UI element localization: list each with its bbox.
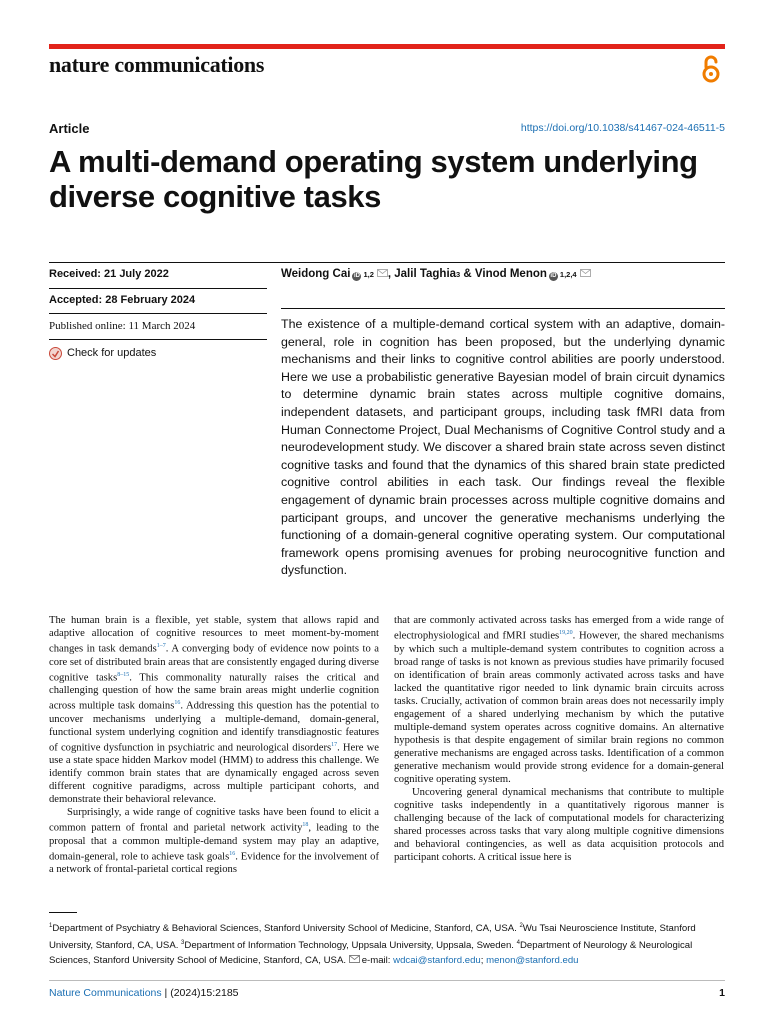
affiliation-text: Department of Information Technology, Uppsala University, Uppsala, Sweden. — [184, 940, 517, 952]
article-title: A multi-demand operating system underlying diverse cognitive tasks — [49, 144, 698, 214]
footer-divider — [49, 980, 725, 981]
email-icon — [349, 955, 360, 963]
body-text: , leading to the proposal that a common multiple-demand system may play an adaptive, domain-general, role to achieve task goals — [49, 822, 379, 863]
reference-link[interactable]: 17 — [331, 741, 338, 748]
abstract: The existence of a multiple-demand cortical system with an adaptive, domain-general, role in cognition has been proposed, but the underlying dynamic mechanisms and their links to cognitive control abilities are poorly understood. Here we use a probabilistic generative Bayesian model of brain circuit dynamics to determine dynamic brain states across multiple cognitive domains, independent datasets, and participant groups, including task fMRI data from Human Connectome Project, Dual Mechanisms of Cognitive Control study and a neurodevelopment study. We discover a shared brain state across seven distinct cognitive tasks and found that the dynamics of this shared brain state predicted cognitive control abilities in each task. Our findings reveal the flexible engagement of dynamic brain processes across multiple cognitive domains and participant groups, and uncover the generative mechanisms underlying the functioning of a domain-general cognitive operating system. Our computational framework opens promising avenues for probing neurocognitive function and dysfunction. — [281, 317, 725, 578]
reference-link[interactable]: 16 — [174, 700, 181, 707]
meta-divider — [49, 339, 267, 340]
check-for-updates-icon — [49, 347, 62, 360]
reference-link[interactable]: 1–7 — [156, 643, 166, 649]
author-name[interactable]: Weidong Cai — [281, 268, 351, 280]
email-icon[interactable] — [580, 269, 591, 277]
affiliation-number: 1 — [49, 923, 53, 929]
author-separator: & — [460, 268, 475, 280]
body-text: Surprisingly, a wide range of cognitive tasks have been found to elicit a common pattern of frontal and parietal network activity — [49, 807, 379, 834]
received-date: Received: 21 July 2022 — [49, 268, 169, 280]
email-link[interactable]: wdcai@stanford.edu — [393, 954, 481, 966]
body-text: Uncovering general dynamical mechanisms that contribute to multiple cognitive tasks independently in a quantitatively rigorous manner is challenging because of the lack of computational models for characterizing shared processes across tasks that vary along multiple cognitive dimensions and behavioral contingencies, as well as data acquisition protocols and participant cohorts. A critical issue here is — [394, 786, 724, 863]
body-paragraph — [49, 614, 379, 806]
accepted-date: Accepted: 28 February 2024 — [49, 294, 196, 306]
body-text: The human brain is a flexible, yet stable, system that allows rapid and adaptive allocation of cognitive resources to meet moment-by-moment changes in task demands — [49, 615, 379, 655]
reference-link[interactable]: 18 — [302, 822, 309, 829]
affiliation-text: Department of Psychiatry & Behavioral Sciences, Stanford University School of Medicine, Stanford, CA, USA. — [52, 923, 520, 935]
author-affiliation: 1,2 — [363, 270, 374, 279]
doi-link[interactable]: https://doi.org/10.1038/s41467-024-46511-5 — [520, 122, 725, 134]
open-access-icon — [700, 54, 722, 84]
footnote-divider — [49, 912, 77, 913]
affiliations-footnote — [49, 919, 725, 968]
meta-divider — [49, 288, 267, 289]
affiliation-text: Department of Neurology & Neurological Sciences, Stanford University School of Medicine, Stanford, CA, USA. — [49, 940, 693, 966]
article-type-label: Article — [49, 121, 90, 136]
published-date: Published online: 11 March 2024 — [49, 320, 196, 332]
affiliation-number: 3 — [181, 940, 185, 947]
email-link[interactable]: menon@stanford.edu — [486, 954, 579, 966]
author-name[interactable]: Jalil Taghia — [394, 268, 457, 280]
meta-divider — [49, 313, 267, 314]
reference-link[interactable]: 19,20 — [559, 630, 573, 636]
body-column-left — [49, 614, 379, 876]
author-affiliation: 1,2,4 — [559, 270, 577, 279]
affiliation-number: 2 — [519, 923, 523, 929]
journal-name: nature communications — [49, 52, 265, 77]
author-list — [281, 268, 591, 281]
body-paragraph — [394, 614, 724, 786]
body-text: . Here we use a state space hidden Markov model (HMM) to address this challenge. We identify common brain states that are dynamically engaged across seven different cognitive paradigms, across multiple participant cohorts, and demonstrate their behavioral relevance. — [49, 742, 379, 806]
email-separator: ; — [480, 954, 487, 966]
header-accent-bar — [49, 44, 725, 49]
body-paragraph — [394, 786, 724, 864]
orcid-icon[interactable]: iD — [550, 273, 557, 279]
reference-link[interactable]: 8–15 — [117, 671, 130, 678]
orcid-icon[interactable]: iD — [353, 273, 360, 279]
body-text: . This commonality naturally raises the critical and challenging question of how the same brain areas might underlie cognition across multiple task domains — [49, 672, 379, 712]
reference-link[interactable]: 16 — [229, 850, 236, 857]
title-divider — [49, 262, 725, 263]
affiliation-text: Wu Tsai Neuroscience Institute, Stanford University, Stanford, CA, USA. — [49, 923, 696, 952]
check-for-updates-button[interactable] — [49, 345, 156, 361]
footer-volume: | (2024)15:2185 — [161, 987, 239, 999]
body-text: . A converging body of evidence now points to a core set of distributed brain areas that are consistently engaged during diverse cognitive tasks — [49, 643, 380, 684]
body-text: . Addressing this question has the potential to uncover mechanisms underlying a multiple-demand, domain-general, functional system underlying cognition and identify transdiagnostic features of cognitive dysfunction in psychiatric and neurological disorders — [49, 700, 379, 754]
footer-journal-link[interactable]: Nature Communications — [49, 987, 162, 999]
email-label: e-mail: — [361, 954, 394, 966]
author-name[interactable]: Vinod Menon — [474, 268, 547, 280]
body-column-right — [394, 614, 724, 864]
page-number: 1 — [719, 987, 725, 999]
authors-divider — [281, 308, 725, 309]
body-paragraph — [49, 806, 379, 876]
author-separator: , — [387, 268, 395, 280]
body-text: that are commonly activated across tasks has emerged from a wide range of electrophysiological and fMRI studies — [394, 615, 724, 642]
footer-citation — [49, 987, 239, 999]
author-affiliation: 3 — [456, 270, 461, 279]
check-for-updates-label: Check for updates — [67, 347, 157, 359]
body-text: . Evidence for the involvement of a network of frontal-parietal cortical regions — [49, 851, 379, 876]
affiliation-number: 4 — [516, 940, 520, 947]
email-icon[interactable] — [377, 269, 388, 277]
body-text: . However, the shared mechanisms by which such a multiple-demand system contributes to cognition across a broad range of tasks is not known as previous studies have primarily focused on identification of brain areas commonly activated across tasks and have lacked the quantitative rigor needed to link dynamic brain circuits across tasks. Crucially, activation of common brain areas does not necessarily imply engagement of a shared underlying mechanism by which the putative multiple-demand system operates across cognitive domains. An alternative hypothesis is that despite engagement of similar brain regions no common generative mechanisms are engaged across tasks. Identification of a common generative mechanism would provide strong evidence for a domain-general cognitive operating system. — [394, 630, 724, 785]
